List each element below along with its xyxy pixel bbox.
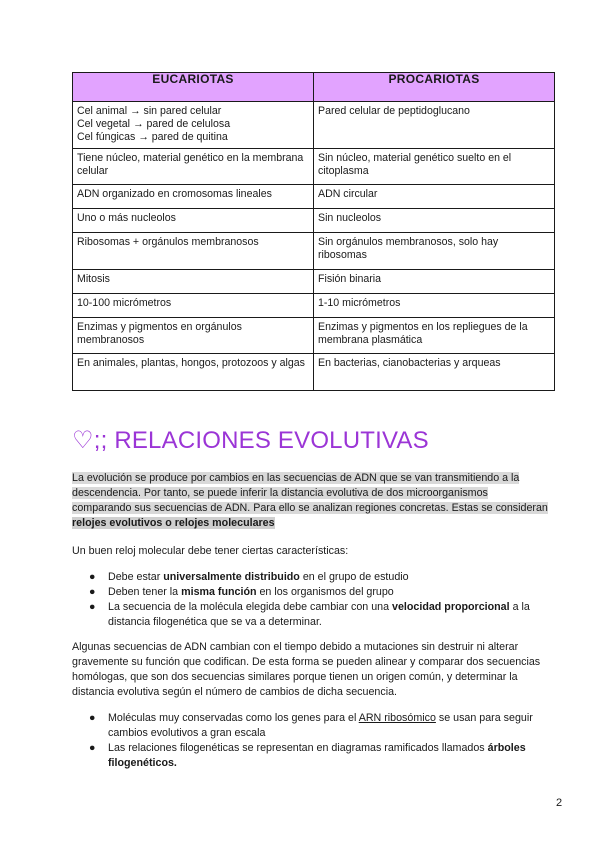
reloj-list <box>72 570 552 630</box>
section-title: ♡;; RELACIONES EVOLUTIVAS <box>72 427 429 454</box>
table-row <box>73 318 555 354</box>
table-cell <box>314 102 555 149</box>
bullet-icon: ● <box>89 571 96 583</box>
table-row <box>73 149 555 185</box>
table-cell: ADN circular <box>314 185 555 209</box>
table-row <box>73 185 555 209</box>
item-bold: árboles filogenéticos. <box>108 742 526 769</box>
item-text: en los organismos del grupo <box>256 586 394 598</box>
reloj-intro: Un buen reloj molecular debe tener ciertas características: <box>72 545 349 557</box>
intro-paragraph <box>72 471 548 531</box>
table-cell: 10-100 micrómetros <box>73 294 314 318</box>
page-number: 2 <box>556 797 563 809</box>
item-text: Debe estar <box>108 571 164 583</box>
table-cell: Uno o más nucleolos <box>73 209 314 233</box>
table-row <box>73 294 555 318</box>
table-row <box>73 209 555 233</box>
item-text: Deben tener la <box>108 586 182 598</box>
table-header-row <box>73 73 555 102</box>
bullet-icon: ● <box>89 601 96 613</box>
cell-line: Cel vegetal → pared de celulosa <box>77 118 231 130</box>
list-item <box>72 585 552 600</box>
table-row <box>73 102 555 149</box>
table-cell: Sin núcleo, material genético suelto en el citoplasma <box>314 149 555 185</box>
intro-text: La evolución se produce por cambios en las secuencias de ADN que se van transmitiendo a la descendencia. Por tanto, se puede inferir la distancia evolutiva de dos microorganismos comparando sus secuencias de ADN. Para ello se analizan regiones concretas. Estas se consideran <box>72 472 548 514</box>
cell-line: Cel fúngicas → pared de quitina <box>77 131 228 143</box>
table-row <box>73 354 555 391</box>
table-cell: Mitosis <box>73 270 314 294</box>
item-text: Moléculas muy conservadas como los genes para el <box>108 712 359 724</box>
table-cell: En bacterias, cianobacterias y arqueas <box>314 354 555 391</box>
item-text: Las relaciones filogenéticas se representan en diagramas ramificados llamados <box>108 742 488 754</box>
table-cell: En animales, plantas, hongos, protozoos y algas <box>73 354 314 391</box>
item-bold: universalmente distribuido <box>163 571 300 583</box>
list-item <box>72 711 552 741</box>
bullet-icon: ● <box>89 712 96 724</box>
table-row <box>73 233 555 270</box>
table-cell: Enzimas y pigmentos en orgánulos membranosos <box>73 318 314 354</box>
item-text: a la distancia filogenética que se va a determinar. <box>108 601 530 628</box>
bullet-icon: ● <box>89 742 96 754</box>
intro-bold: relojes evolutivos o relojes moleculares <box>72 517 275 529</box>
table-cell: Ribosomas + orgánulos membranosos <box>73 233 314 270</box>
table-cell: Sin orgánulos membranosos, solo hay ribosomas <box>314 233 555 270</box>
table-cell: Fisión binaria <box>314 270 555 294</box>
comparison-table <box>72 72 555 391</box>
header-eucariotas: EUCARIOTAS <box>73 73 314 102</box>
table-cell: ADN organizado en cromosomas lineales <box>73 185 314 209</box>
item-text: se usan para seguir cambios evolutivos a gran escala <box>108 712 533 739</box>
item-bold: velocidad proporcional <box>392 601 510 613</box>
secuencias-paragraph: Algunas secuencias de ADN cambian con el tiempo debido a mutaciones sin destruir ni alterar gravemente su función que codifican. De esta forma se pueden alinear y comparar dos secuencias homólogas, que son dos secuencias similares porque tienen un origen común, y determinar la distancia evolutiva según el número de cambios de dicha secuencia. <box>72 641 541 698</box>
table-row <box>73 270 555 294</box>
item-text: La secuencia de la molécula elegida debe cambiar con una <box>108 601 393 613</box>
final-list <box>72 711 552 771</box>
table-cell: Sin nucleolos <box>314 209 555 233</box>
cell-line: Cel animal → sin pared celular <box>77 105 222 117</box>
list-item <box>72 741 552 771</box>
list-item <box>72 600 552 630</box>
arn-link[interactable]: ARN ribosómico <box>358 712 436 724</box>
list-item <box>72 570 552 585</box>
table-cell: 1-10 micrómetros <box>314 294 555 318</box>
table-cell <box>73 102 314 149</box>
item-text: en el grupo de estudio <box>299 571 409 583</box>
header-procariotas: PROCARIOTAS <box>314 73 555 102</box>
cell-line: Pared celular de peptidoglucano <box>318 105 470 117</box>
table-cell: Tiene núcleo, material genético en la membrana celular <box>73 149 314 185</box>
bullet-icon: ● <box>89 586 96 598</box>
table-cell: Enzimas y pigmentos en los repliegues de la membrana plasmática <box>314 318 555 354</box>
item-bold: misma función <box>181 586 257 598</box>
